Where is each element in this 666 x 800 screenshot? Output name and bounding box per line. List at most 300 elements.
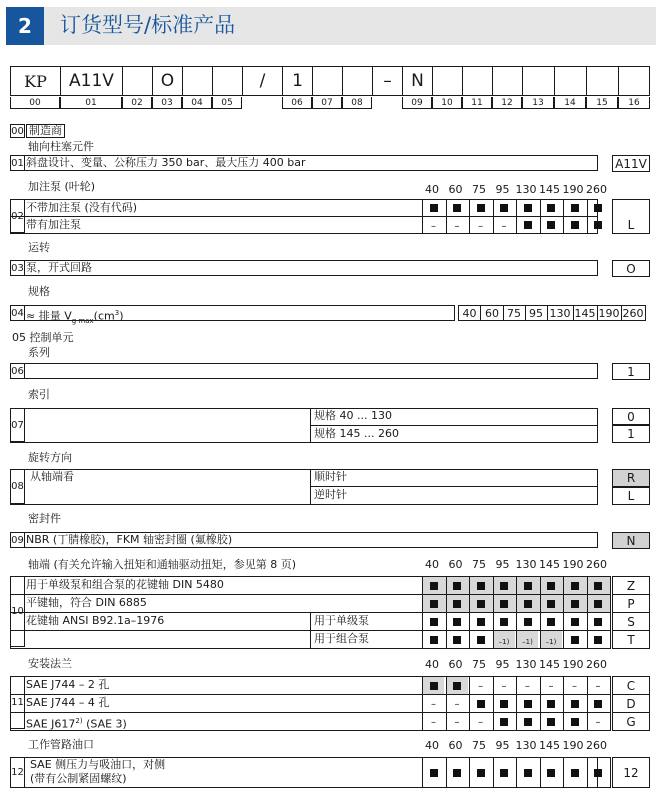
section-title: 密封件 [28, 512, 61, 525]
available-mark [571, 718, 579, 726]
code-dash: – [373, 67, 403, 95]
available-mark [453, 600, 461, 608]
availability-cell [493, 216, 515, 234]
available-mark [547, 600, 555, 608]
unavailable-mark: – [431, 717, 436, 728]
availability-cell [422, 758, 444, 787]
availability-cell [422, 695, 444, 712]
row-number: 03 [10, 260, 25, 276]
size-label: 40 [425, 558, 439, 571]
available-mark [594, 204, 602, 212]
available-mark [500, 718, 508, 726]
available-mark [430, 769, 438, 777]
displacement-size: 95 [525, 305, 548, 321]
unavailable-mark: – [478, 681, 483, 692]
availability-cell [516, 595, 538, 612]
availability-cell [563, 216, 585, 234]
available-mark [477, 600, 485, 608]
availability-cell [540, 199, 562, 217]
size-label: 145 [539, 183, 560, 196]
availability-cell [446, 631, 468, 648]
row-text: 规格 40 ... 130 [314, 409, 392, 422]
row-text: 花键轴 ANSI B92.1a–1976 [26, 614, 165, 627]
availability-cell [540, 216, 562, 234]
availability-cell [493, 677, 515, 694]
available-mark [500, 582, 508, 590]
size-label: 95 [495, 183, 510, 196]
divider [310, 612, 311, 649]
available-mark [430, 204, 438, 212]
row-number: 06 [10, 363, 25, 379]
availability-cell [516, 677, 538, 694]
row-number: 02 [10, 199, 25, 233]
available-mark [594, 700, 602, 708]
availability-cell [563, 613, 585, 630]
pos-label: 10 [432, 97, 462, 109]
unavailable-mark: – [478, 717, 483, 728]
position-labels [10, 97, 650, 109]
available-mark [524, 700, 532, 708]
code-cell-o: O [153, 67, 183, 95]
size-label: 60 [448, 739, 463, 752]
code-cell-16 [619, 67, 649, 95]
availability-cell [563, 199, 585, 217]
available-mark [524, 204, 532, 212]
size-label: 60 [448, 658, 463, 671]
available-mark [547, 204, 555, 212]
unavailable-mark: – [501, 220, 507, 232]
availability-cell [469, 631, 491, 648]
row-text: 规格 145 ... 260 [314, 427, 399, 440]
row-text: SAE J744 – 2 孔 [26, 678, 110, 691]
availability-cell [587, 713, 609, 730]
availability-cell [587, 199, 609, 217]
displacement-size: 60 [481, 305, 504, 321]
available-mark [500, 600, 508, 608]
size-label: 145 [539, 558, 560, 571]
pos-label: 05 [212, 97, 242, 109]
code-cell-1: 1 [283, 67, 313, 95]
section-title: 安装法兰 [28, 657, 72, 670]
size-label: 75 [472, 558, 486, 571]
available-mark [453, 682, 461, 690]
section-title: 运转 [28, 241, 50, 254]
available-mark [524, 600, 532, 608]
code-slash: / [243, 67, 283, 95]
code-value: Z [612, 576, 650, 595]
row-subtext: 用于单级泵 [314, 614, 369, 627]
availability-cell [469, 677, 491, 694]
available-mark [524, 618, 532, 626]
availability-cell [516, 613, 538, 630]
section-title: 订货型号/标准产品 [60, 13, 236, 37]
availability-cell [540, 695, 562, 712]
available-mark [594, 636, 602, 644]
displacement-sup: 3 [114, 309, 120, 317]
pos-label: 13 [522, 97, 554, 109]
availability-cell [516, 695, 538, 712]
availability-cell [446, 713, 468, 730]
available-mark [594, 221, 602, 229]
unavailable-mark: – [478, 220, 483, 232]
row-text: 从轴端看 [30, 470, 74, 483]
code-value: L [612, 487, 650, 505]
code-value: L [612, 216, 650, 234]
code-cell-15 [587, 67, 619, 95]
row-text: SAE J617$^{2)}$ (SAE 3) [26, 717, 127, 731]
pos-label: 12 [492, 97, 522, 109]
size-label: 60 [448, 183, 463, 196]
section-title: 规格 [28, 285, 50, 298]
availability-cell [493, 577, 515, 594]
available-mark [547, 769, 555, 777]
code-value: N [612, 532, 650, 549]
size-label: 190 [562, 739, 584, 752]
pos-label: 03 [152, 97, 182, 109]
available-mark [524, 769, 532, 777]
unavailable-mark: – [525, 681, 530, 692]
code-cell-04 [183, 67, 213, 95]
availability-cell [540, 677, 562, 694]
code-value: 0 [612, 408, 650, 425]
size-label: 130 [515, 658, 537, 671]
available-mark [547, 221, 555, 229]
availability-cell [446, 577, 468, 594]
manufacturer-label: 制造商 [26, 124, 65, 138]
footnote-ref: 2) [75, 717, 83, 725]
availability-cell [493, 695, 515, 712]
code-value: T [612, 630, 650, 649]
code-cell-11 [463, 67, 493, 95]
availability-cell [446, 758, 468, 787]
availability-cell [540, 613, 562, 630]
code-value: 1 [612, 363, 650, 380]
availability-cell [446, 613, 468, 630]
code-cell-n: N [403, 67, 433, 95]
availability-cell [469, 199, 491, 217]
available-mark [430, 636, 438, 644]
row-text: SAE 侧压力与吸油口，对侧 [30, 758, 166, 771]
row-number: 12 [10, 757, 25, 788]
pos-label: 09 [402, 97, 432, 109]
row-number: 00 [11, 125, 24, 137]
availability-cell [422, 595, 444, 612]
section-title: 索引 [28, 388, 50, 401]
code-value: D [612, 694, 650, 713]
unavailable-mark: – [454, 220, 460, 232]
unavailable-mark: – [454, 699, 460, 710]
size-label: 75 [472, 739, 486, 752]
displacement-sub: g max [71, 316, 94, 325]
row-number: 11 [10, 676, 25, 729]
availability-cell [516, 758, 538, 787]
pos-label: 07 [312, 97, 342, 109]
available-mark [500, 700, 508, 708]
available-mark [571, 618, 579, 626]
pos-label: 01 [60, 97, 122, 109]
size-label: 190 [562, 658, 584, 671]
available-mark [477, 769, 485, 777]
availability-cell [587, 595, 609, 612]
row-text: 顺时针 [314, 470, 347, 483]
availability-cell [563, 631, 585, 648]
row-text: 带有加注泵 [26, 218, 81, 231]
unavailable-mark: –1) [545, 637, 557, 646]
availability-cell [422, 631, 444, 648]
size-label: 130 [515, 739, 537, 752]
size-label: 190 [562, 183, 584, 196]
size-label: 145 [539, 658, 560, 671]
availability-cell [563, 713, 585, 730]
availability-cell [493, 613, 515, 630]
unavailable-mark: – [454, 717, 460, 728]
code-value: O [612, 260, 650, 277]
availability-cell [540, 758, 562, 787]
section-title: 05 控制单元 [12, 331, 74, 344]
row-text: 逆时针 [314, 488, 347, 501]
displacement-close: ) [119, 309, 124, 323]
row-text: 斜盘设计、变量、公称压力 350 bar、最大压力 400 bar [26, 156, 306, 169]
availability-cell [563, 758, 585, 787]
pos-label: 02 [122, 97, 152, 109]
code-value: S [612, 612, 650, 631]
size-label: 40 [425, 739, 439, 752]
available-mark [453, 618, 461, 626]
availability-cell [587, 613, 609, 630]
displacement-size: 190 [597, 305, 622, 321]
available-mark [524, 582, 532, 590]
pos-label: 16 [618, 97, 650, 109]
availability-cell [446, 199, 468, 217]
size-label: 95 [495, 739, 510, 752]
available-mark [547, 618, 555, 626]
availability-cell [516, 199, 538, 217]
row-text: (带有公制紧固螺纹) [30, 772, 127, 785]
available-mark [571, 582, 579, 590]
unavailable-mark: – [548, 681, 554, 692]
row-subtext: 用于组合泵 [314, 632, 369, 645]
available-mark [571, 221, 579, 229]
availability-cell [493, 758, 515, 787]
code-cell-14 [555, 67, 587, 95]
row-number: 08 [10, 469, 25, 504]
size-label: 260 [586, 183, 607, 196]
available-mark [430, 582, 438, 590]
section-title: 轴端 (有关允许输入扭矩和通轴驱动扭矩，参见第 8 页) [28, 558, 297, 571]
availability-cell [563, 577, 585, 594]
availability-cell [540, 713, 562, 730]
available-mark [571, 204, 579, 212]
code-value: C [612, 676, 650, 695]
divider [310, 425, 598, 426]
availability-cell [446, 677, 468, 694]
code-value: 12 [612, 757, 650, 788]
row-text: 不带加注泵 (没有代码) [26, 201, 138, 214]
unavailable-mark: – [431, 220, 436, 232]
section-title: 轴向柱塞元件 [28, 140, 94, 153]
code-cell-02 [123, 67, 153, 95]
code-cell-a11v: A11V [61, 67, 123, 95]
size-label: 260 [586, 739, 607, 752]
row-number: 09 [10, 532, 25, 548]
available-mark [430, 618, 438, 626]
availability-cell [469, 577, 491, 594]
row-text: 用于单级泵和组合泵的花键轴 DIN 5480 [26, 578, 224, 591]
size-label: 130 [515, 558, 537, 571]
availability-cell [493, 595, 515, 612]
unavailable-mark: – [501, 681, 507, 692]
pos-label: 15 [586, 97, 618, 109]
section-subtitle: 系列 [28, 346, 50, 359]
available-mark [477, 700, 485, 708]
code-cell-05 [213, 67, 243, 95]
available-mark [430, 600, 438, 608]
available-mark [524, 718, 532, 726]
pos-label: 08 [342, 97, 372, 109]
size-label: 40 [425, 658, 439, 671]
available-mark [594, 618, 602, 626]
displacement-size: 145 [573, 305, 598, 321]
availability-cell [422, 613, 444, 630]
availability-cell [469, 758, 491, 787]
code-cell-kp: KP [11, 67, 61, 95]
available-mark [571, 700, 579, 708]
available-mark [500, 769, 508, 777]
table-row [10, 469, 598, 505]
available-mark [453, 769, 461, 777]
pos-label: 04 [182, 97, 212, 109]
available-mark [571, 769, 579, 777]
section-number: 2 [6, 7, 44, 45]
availability-cell [563, 595, 585, 612]
unavailable-mark: – [572, 681, 577, 692]
code-cell-07 [313, 67, 343, 95]
pos-label: 11 [462, 97, 492, 109]
code-cell-13 [523, 67, 555, 95]
unavailable-mark: – [595, 681, 601, 692]
row-text: NBR (丁腈橡胶)，FKM 轴密封圈 (氟橡胶) [26, 533, 233, 546]
available-mark [453, 582, 461, 590]
divider [310, 469, 311, 505]
size-label: 40 [425, 183, 439, 196]
availability-cell [540, 577, 562, 594]
section-title: 旋转方向 [28, 451, 72, 464]
availability-cell [446, 216, 468, 234]
available-mark [453, 204, 461, 212]
availability-cell [516, 577, 538, 594]
code-cell-10 [433, 67, 463, 95]
availability-cell [516, 216, 538, 234]
available-mark [477, 204, 485, 212]
availability-cell [493, 199, 515, 217]
table-row [10, 363, 598, 379]
row-text: 平键轴，符合 DIN 6885 [26, 596, 147, 609]
availability-cell [422, 677, 444, 694]
available-mark [571, 636, 579, 644]
availability-cell [563, 695, 585, 712]
displacement-label [26, 305, 124, 329]
displacement-unit: (cm [93, 309, 115, 323]
order-code-box [10, 66, 650, 96]
availability-cell [493, 713, 515, 730]
size-label: 95 [495, 658, 510, 671]
code-value: G [612, 712, 650, 731]
size-label: 75 [472, 183, 486, 196]
availability-cell [493, 631, 515, 648]
unavailable-mark: – [595, 717, 601, 728]
available-mark [547, 700, 555, 708]
available-mark [430, 682, 438, 690]
available-mark [547, 582, 555, 590]
availability-cell [587, 216, 609, 234]
displacement-size: 40 [458, 305, 481, 321]
availability-cell [422, 713, 444, 730]
code-cell-12 [493, 67, 523, 95]
available-mark [477, 618, 485, 626]
available-mark [594, 769, 602, 777]
row-text: 泵，开式回路 [26, 261, 92, 274]
size-label: 190 [562, 558, 584, 571]
availability-cell [422, 199, 444, 217]
availability-cell [446, 695, 468, 712]
availability-cell [540, 595, 562, 612]
available-mark [500, 618, 508, 626]
unavailable-mark: –1) [498, 637, 510, 646]
available-mark [524, 221, 532, 229]
size-label: 260 [586, 658, 607, 671]
availability-cell [422, 216, 444, 234]
unavailable-mark: – [431, 699, 436, 710]
availability-cell [469, 695, 491, 712]
row-number: 10 [10, 576, 25, 647]
size-label: 130 [515, 183, 537, 196]
availability-cell [446, 595, 468, 612]
availability-cell [563, 677, 585, 694]
size-label: 95 [495, 558, 510, 571]
displacement-size: 130 [547, 305, 574, 321]
availability-cell [587, 695, 609, 712]
availability-cell [516, 713, 538, 730]
availability-cell [422, 577, 444, 594]
code-value: A11V [612, 155, 650, 172]
row-number: 07 [10, 408, 25, 442]
table-row [10, 260, 598, 276]
row-text: SAE J744 – 4 孔 [26, 696, 110, 709]
size-label: 260 [586, 558, 607, 571]
size-label: 75 [472, 658, 486, 671]
pos-label: 06 [282, 97, 312, 109]
availability-cell [587, 577, 609, 594]
pos-label: 14 [554, 97, 586, 109]
size-label: 60 [448, 558, 463, 571]
available-mark [594, 600, 602, 608]
availability-cell [469, 595, 491, 612]
availability-cell [540, 631, 562, 648]
size-label: 145 [539, 739, 560, 752]
row-number: 01 [10, 155, 25, 171]
availability-cell [587, 677, 609, 694]
availability-cell [516, 631, 538, 648]
section-title: 工作管路油口 [28, 738, 94, 751]
availability-cell [587, 758, 609, 787]
available-mark [453, 636, 461, 644]
availability-cell [469, 713, 491, 730]
available-mark [477, 636, 485, 644]
available-mark [547, 718, 555, 726]
available-mark [594, 582, 602, 590]
row-number: 04 [10, 305, 25, 321]
availability-cell [587, 631, 609, 648]
